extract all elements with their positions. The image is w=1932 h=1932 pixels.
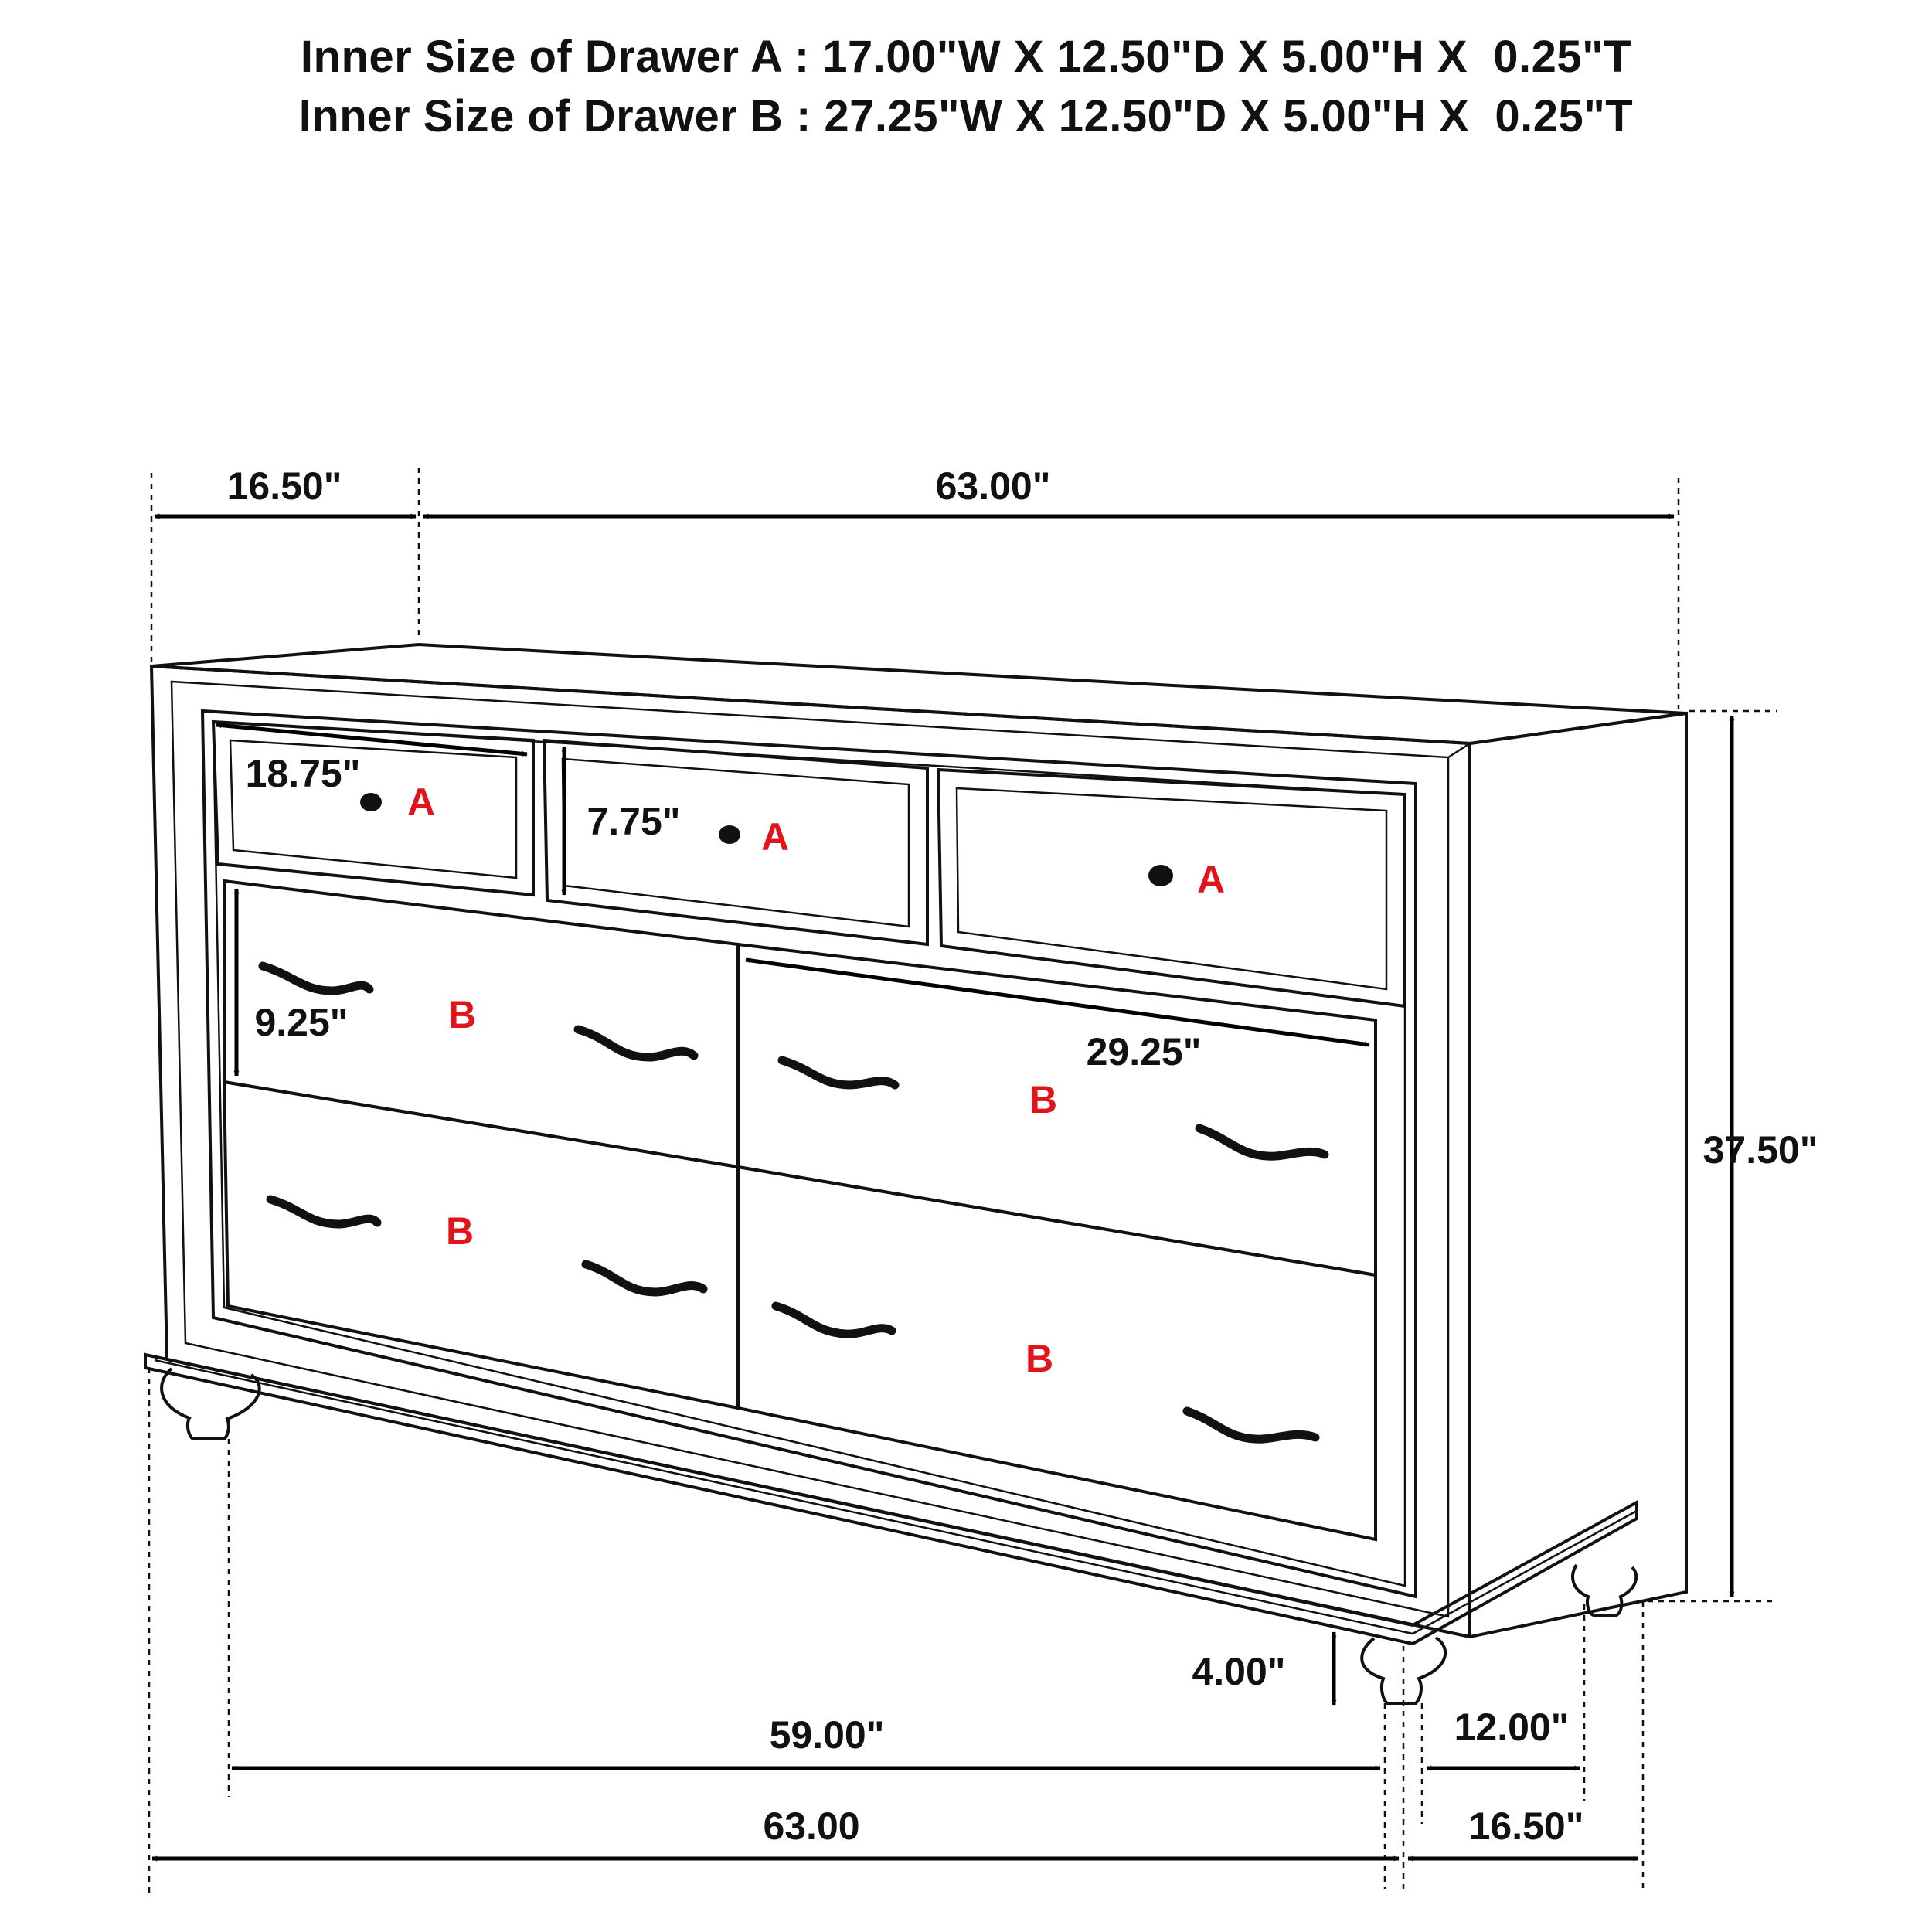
- height-dimension: 37.50": [1702, 1128, 1818, 1172]
- drawer-label-b-top-left: B: [447, 993, 477, 1036]
- drawer-a-right-knob: [1148, 865, 1173, 886]
- bottom-width-dimension: 63.00: [763, 1804, 860, 1848]
- top-width-dimension: 63.00": [935, 464, 1051, 508]
- drawer-a-height-dimension: 7.75": [587, 800, 681, 843]
- drawer-label-a-right: A: [1196, 858, 1226, 901]
- drawer-b-width-dimension: 29.25": [1086, 1030, 1202, 1073]
- drawer-a-width-dimension: 18.75": [245, 752, 361, 795]
- drawer-a-middle-knob: [719, 825, 740, 844]
- leg-height-dimension: 4.00": [1192, 1650, 1286, 1693]
- drawer-b-bottom-left: [224, 1082, 738, 1408]
- leg-depth-dimension: 12.00": [1454, 1706, 1570, 1749]
- drawer-a-left: [213, 722, 533, 895]
- drawer-label-b-bottom-right: B: [1025, 1337, 1054, 1380]
- drawer-b-inner-size: Inner Size of Drawer B : 27.25"W X 12.50"D X 5.00"H X 0.25"T: [298, 91, 1634, 141]
- bottom-depth-dimension: 16.50": [1468, 1804, 1584, 1848]
- drawer-a-left-knob: [360, 793, 382, 811]
- drawer-a-right: [938, 770, 1405, 1006]
- drawer-a-inner-size: Inner Size of Drawer A : 17.00"W X 12.50"D X 5.00"H X 0.25"T: [300, 32, 1632, 82]
- drawer-label-a-left: A: [406, 781, 436, 824]
- top-dimensions: [151, 468, 1679, 709]
- leg-span-dimension: 59.00": [769, 1713, 885, 1757]
- drawer-b-height-dimension: 9.25": [254, 1001, 349, 1044]
- top-depth-dimension: 16.50": [226, 464, 342, 508]
- drawer-label-b-bottom-left: B: [445, 1209, 474, 1253]
- drawer-label-a-middle: A: [760, 815, 790, 859]
- drawer-label-b-top-right: B: [1029, 1078, 1058, 1121]
